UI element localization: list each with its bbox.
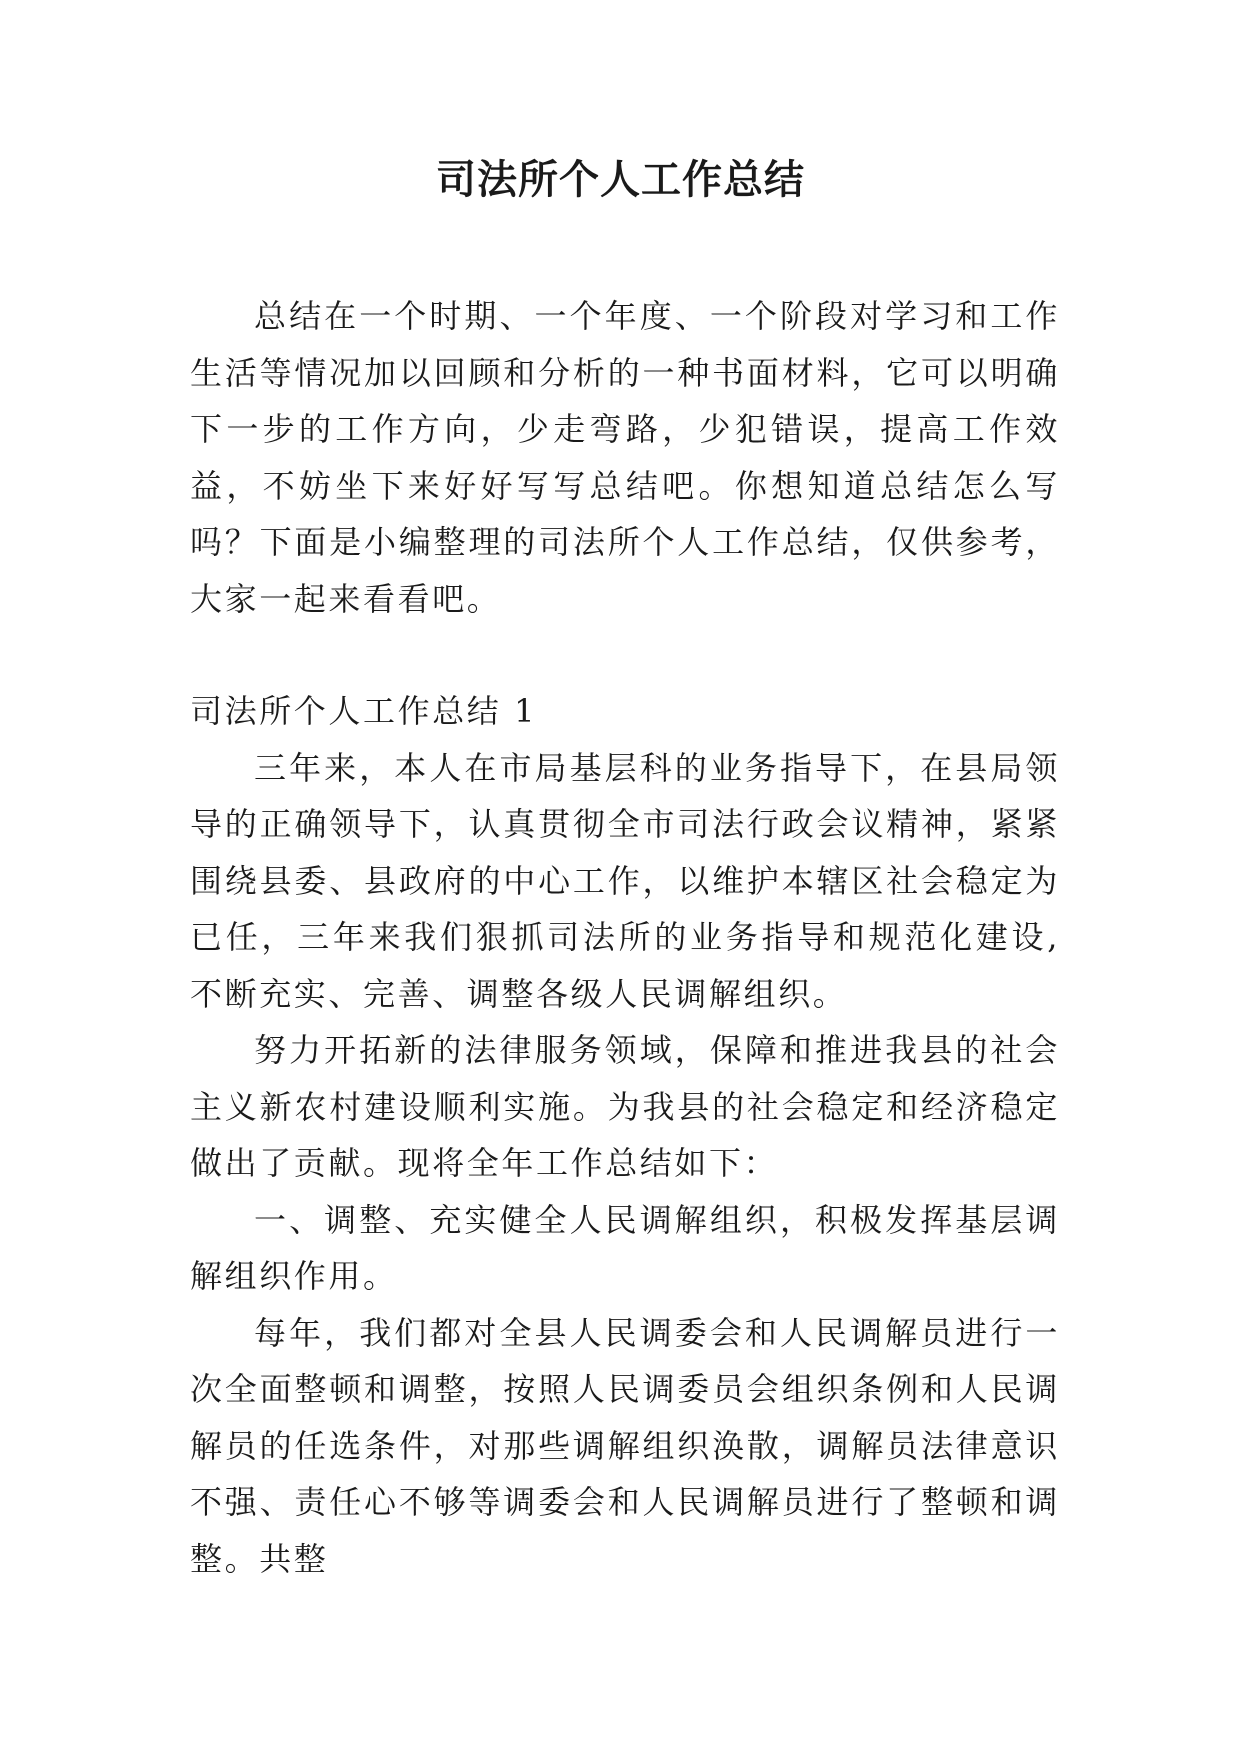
document-body — [190, 288, 1060, 1587]
body-paragraph-4: 每年，我们都对全县人民调委会和人民调解员进行一次全面整顿和调整，按照人民调委员会组织条例和人民调解员的任选条件，对那些调解组织涣散，调解员法律意识不强、责任心不够等调委会和人民调解员进行了整顿和调整。共整 — [190, 1313, 1060, 1578]
body-paragraph-3: 一、调整、充实健全人民调解组织，积极发挥基层调解组织作用。 — [190, 1200, 1060, 1295]
document-title: 司法所个人工作总结 — [436, 157, 805, 203]
body-paragraph-2: 努力开拓新的法律服务领域，保障和推进我县的社会主义新农村建设顺利实施。为我县的社会稳定和经济稳定做出了贡献。现将全年工作总结如下： — [190, 1031, 1060, 1182]
section-heading: 司法所个人工作总结 1 — [190, 692, 538, 730]
spacer — [190, 627, 1060, 683]
body-paragraph-1: 三年来，本人在市局基层科的业务指导下，在县局领导的正确领导下，认真贯彻全市司法行政会议精神，紧紧围绕县委、县政府的中心工作，以维护本辖区社会稳定为已任，三年来我们狠抓司法所的业务指导和规范化建设,不断充实、完善、调整各级人民调解组织。 — [190, 748, 1060, 1013]
intro-paragraph: 总结在一个时期、一个年度、一个阶段对学习和工作生活等情况加以回顾和分析的一种书面材料，它可以明确下一步的工作方向，少走弯路，少犯错误，提高工作效益，不妨坐下来好好写写总结吧。你想知道总结怎么写吗？下面是小编整理的司法所个人工作总结，仅供参考，大家一起来看看吧。 — [190, 297, 1060, 618]
